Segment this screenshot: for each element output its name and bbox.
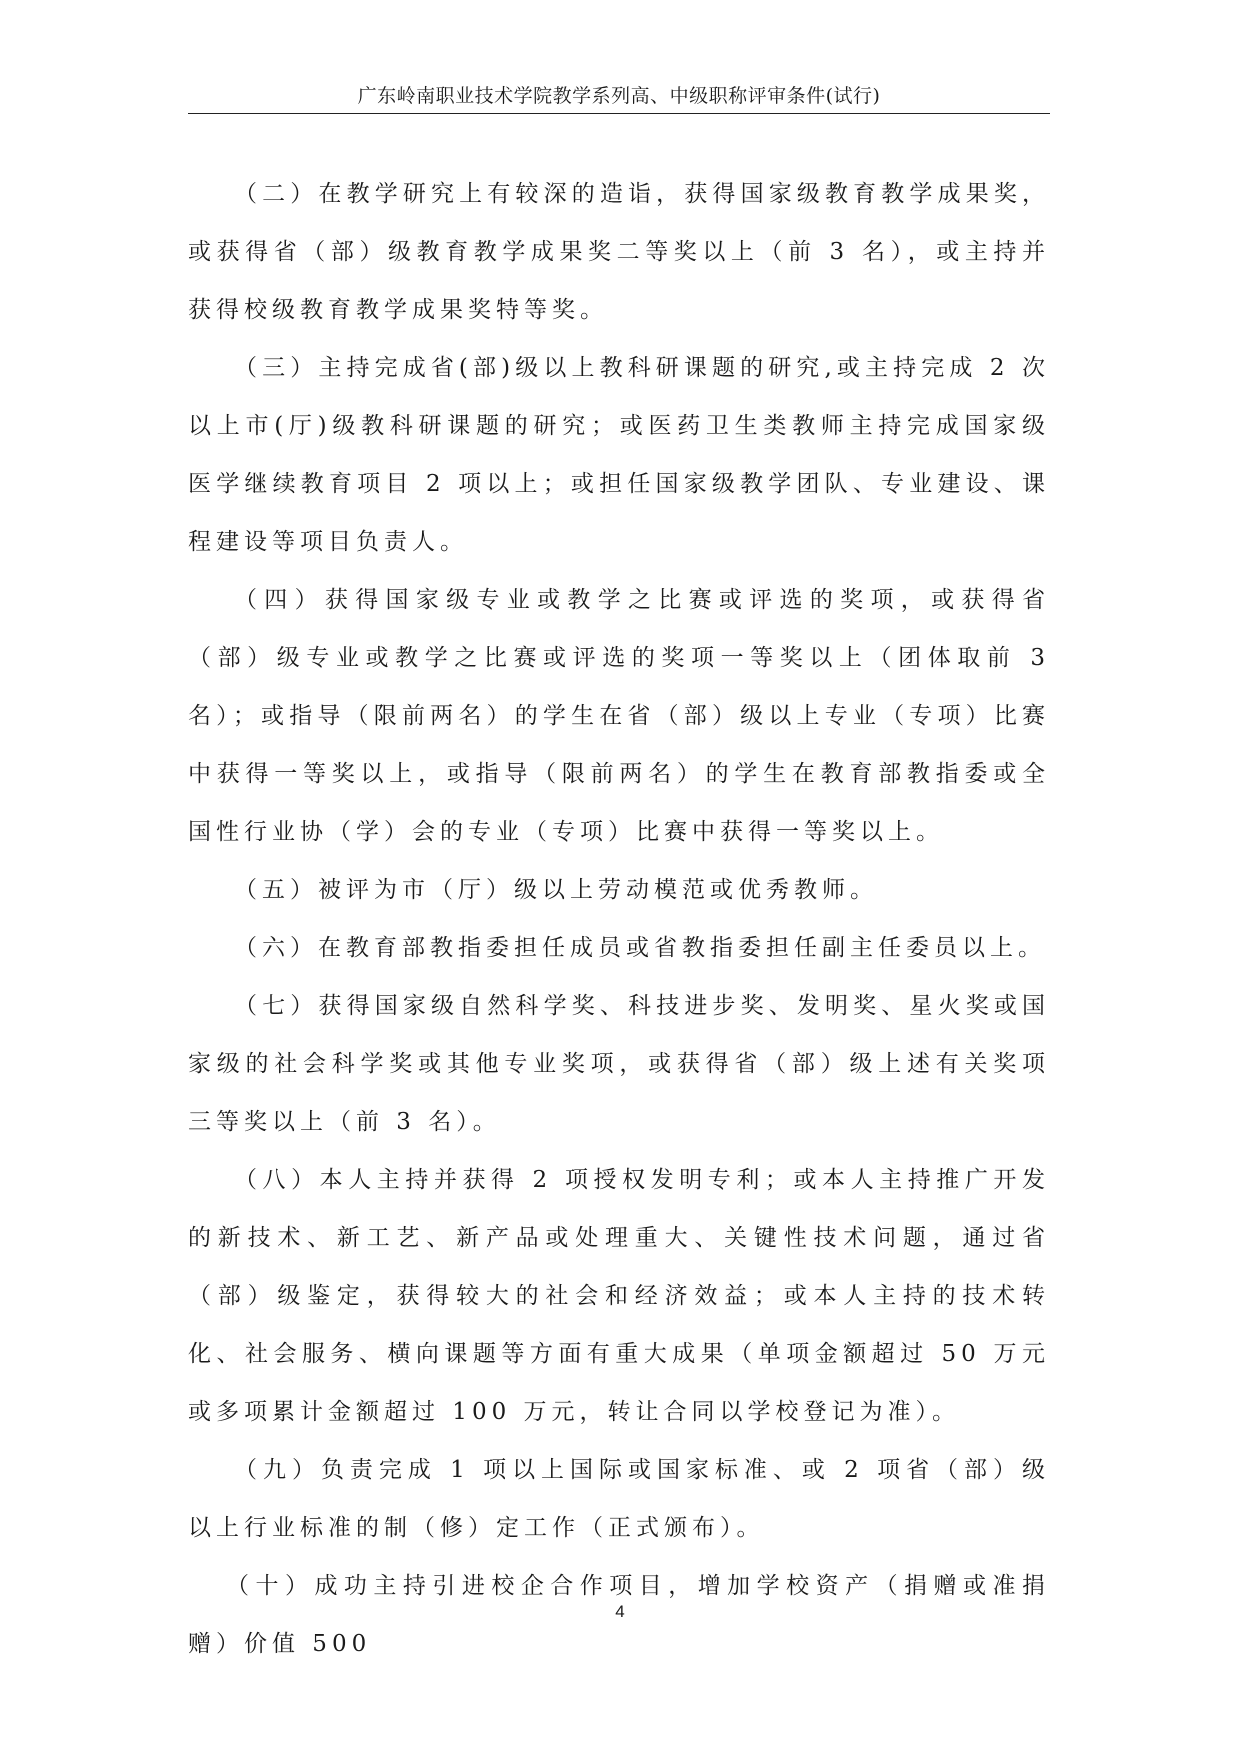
page-number: 4 — [615, 1602, 625, 1621]
paragraph-item-6: （六）在教育部教指委担任成员或省教指委担任副主任委员以上。 — [234, 935, 1046, 961]
paragraph-item-9: （九）负责完成 1 项以上国际或国家标准、或 2 项省（部）级以上行业标准的制（修）定工作（正式颁布）。 — [188, 1457, 1050, 1541]
paragraph-item-5: （五）被评为市（厅）级以上劳动模范或优秀教师。 — [234, 877, 878, 903]
paragraph-item-2: （二）在教学研究上有较深的造诣，获得国家级教育教学成果奖，或获得省（部）级教育教学成果奖二等奖以上（前 3 名），或主持并获得校级教育教学成果奖特等奖。 — [188, 181, 1050, 323]
document-body — [188, 165, 1050, 1673]
paragraph-item-3: （三）主持完成省(部)级以上教科研课题的研究,或主持完成 2 次以上市(厅)级教科研课题的研究；或医药卫生类教师主持完成国家级医学继续教育项目 2 项以上；或担任国家级教学团队、专业建设、课程建设等项目负责人。 — [188, 355, 1050, 555]
paragraph-item-4: （四）获得国家级专业或教学之比赛或评选的奖项，或获得省（部）级专业或教学之比赛或评选的奖项一等奖以上（团体取前 3 名）；或指导（限前两名）的学生在省（部）级以上专业（专项）比赛中获得一等奖以上，或指导（限前两名）的学生在教育部教指委或全国性行业协（学）会的专业（专项）比赛中获得一等奖以上。 — [188, 587, 1050, 845]
paragraph-item-7: （七）获得国家级自然科学奖、科技进步奖、发明奖、星火奖或国家级的社会科学奖或其他专业奖项，或获得省（部）级上述有关奖项三等奖以上（前 3 名）。 — [188, 993, 1050, 1135]
paragraph-item-10: （十）成功主持引进校企合作项目，增加学校资产（捐赠或准捐赠）价值 500 — [188, 1573, 1050, 1657]
paragraph-item-8: （八）本人主持并获得 2 项授权发明专利；或本人主持推广开发的新技术、新工艺、新产品或处理重大、关键性技术问题，通过省（部）级鉴定，获得较大的社会和经济效益；或本人主持的技术转化、社会服务、横向课题等方面有重大成果（单项金额超过 50 万元或多项累计金额超过 100 万元，转让合同以学校登记为准）。 — [188, 1167, 1050, 1425]
header-divider — [188, 113, 1050, 114]
page-header-title: 广东岭南职业技术学院教学系列高、中级职称评审条件(试行) — [357, 85, 881, 107]
